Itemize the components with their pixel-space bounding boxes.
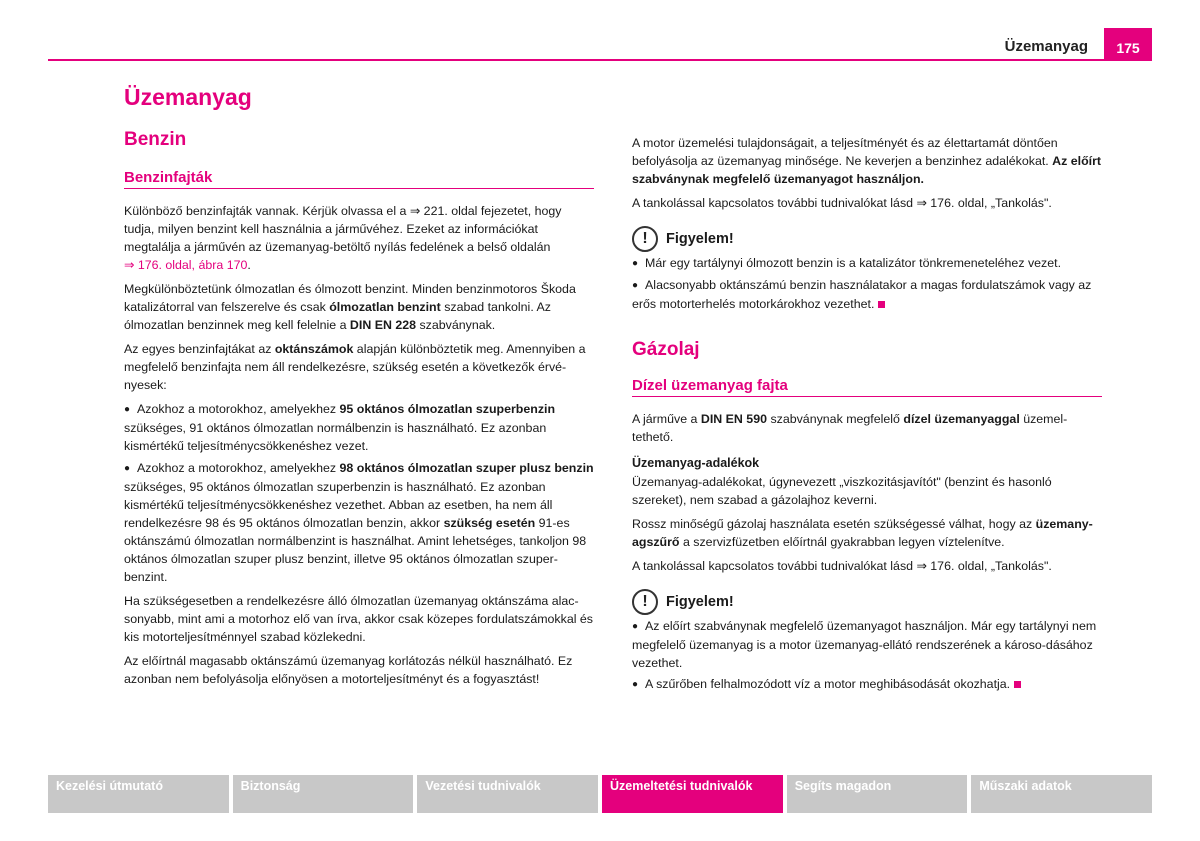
- paragraph: Rossz minőségű gázolaj használata esetén szükségessé válhat, hogy az üzemany-agszűrő a szervizfüzetben előírtnál gyakrabban legyen víztelenítve.: [632, 517, 1093, 549]
- paragraph: A járműve a DIN EN 590 szabványnak megfelelő dízel üzemanyaggal üzemel-tethető.: [632, 412, 1068, 444]
- warning-header: [632, 226, 1102, 252]
- warning-title: Figyelem!: [666, 594, 734, 610]
- page-reference-link[interactable]: ⇒ 176. oldal, ábra 170: [124, 258, 248, 272]
- page-number: 175: [1104, 28, 1152, 60]
- header-rule: [48, 59, 1152, 61]
- paragraph: Különböző benzinfajták vannak. Kérjük olvassa el a ⇒ 221. oldal fejezetet, hogy tudja, milyen benzint kell használnia a járművéhez. Ezeket az információkat megtalálja a járművén az üzemanyag-betöltő nyílás fedelének a belső oldalán ⇒ 176. oldal, ábra 170.: [124, 204, 562, 272]
- footer-tab-vezetesi[interactable]: Vezetési tudnivalók: [417, 775, 598, 813]
- paragraph: Üzemanyag-adalékokat, úgynevezett „viszkozitásjavítót" (benzint és hasonló szereket), nem szabad a gázolajhoz keverni.: [632, 475, 1052, 507]
- paragraph: Ha szükségesetben a rendelkezésre álló ólmozatlan üzemanyag oktánszáma alac-sonyabb, mint ami a motorhoz elő van írva, akkor csak közepes fordulatszámokkal és kis motorteljesítménnyel szabad közlekedni.: [124, 594, 593, 644]
- footer-tab-uzemeltetesi[interactable]: Üzemeltetési tudnivalók: [602, 775, 783, 813]
- left-column: [124, 84, 594, 688]
- subheading-adalekok: Üzemanyag-adalékok: [632, 456, 760, 470]
- footer-nav: [48, 775, 1152, 813]
- warning-icon: !: [632, 589, 658, 615]
- paragraph: Megkülönböztetünk ólmozatlan és ólmozott benzint. Minden benzinmotoros Škoda katalizátorral van felszerelve és csak ólmozatlan benzint szabad tankolni. Az ólmozatlan benzinnek meg kell felelnie a DIN EN 228 szabványnak.: [124, 282, 576, 332]
- subsection-title-dizel: Dízel üzemanyag fajta: [632, 377, 1102, 397]
- warning-title: Figyelem!: [666, 231, 734, 247]
- warning-bullet: ● Már egy tartálynyi ólmozott benzin is a katalizátor tönkremeneteléhez vezet.: [632, 254, 1102, 273]
- warning-bullet: ● Az előírt szabványnak megfelelő üzemanyagot használjon. Már egy tartálynyi nem megfelelő üzemanyag is a motor üzemanyag-ellátó rendszerének a károso-dásához vezethet.: [632, 617, 1102, 672]
- bullet-item: ● Azokhoz a motorokhoz, amelyekhez 98 oktános ólmozatlan szuper plusz benzin szükséges, 95 oktános ólmozatlan szuperbenzin is használható. Ez azonban kismértékű teljesítménycsökkenéshez vezethet. Abban az esetben, ha nem áll rendelkezésre 98 és 95 oktános ólmozatlan benzin, akkor szükség esetén 91-es oktánszámú ólmozatlan normálbenzint is használhat. Amint lehetséges, tankoljon 98 oktános ólmozatlan szuper plusz benzint, illetve 95 oktános ólmozatlan szuper-benzint.: [124, 459, 594, 586]
- chapter-title: Üzemanyag: [124, 84, 252, 110]
- subsection-title-benzinfajtak: Benzinfajták: [124, 169, 594, 189]
- paragraph: A tankolással kapcsolatos további tudnivalókat lásd ⇒ 176. oldal, „Tankolás".: [632, 196, 1052, 210]
- end-marker-icon: [1014, 681, 1021, 688]
- paragraph: A tankolással kapcsolatos további tudnivalókat lásd ⇒ 176. oldal, „Tankolás".: [632, 559, 1052, 573]
- paragraph: A motor üzemelési tulajdonságait, a teljesítményét és az élettartamát döntően befolyásolja az üzemanyag minősége. Ne keverjen a benzinhez adalékokat. Az előírt szabványnak megfelelő üzemanyagot használjon.: [632, 136, 1102, 186]
- running-header-title: Üzemanyag: [1004, 38, 1088, 55]
- warning-bullet: ● Alacsonyabb oktánszámú benzin használatakor a magas fordulatszámok vagy az erős motorterhelés motorkárokhoz vezethet.: [632, 276, 1102, 313]
- paragraph: Az egyes benzinfajtákat az oktánszámok alapján különböztetik meg. Amennyiben a megfelelő benzinfajta nem áll rendelkezésre, szükség esetén a következők érvé-nyesek:: [124, 342, 586, 392]
- paragraph: Az előírtnál magasabb oktánszámú üzemanyag korlátozás nélkül használható. Ez azonban nem befolyásolja előnyösen a motorteljesítményt és a fogyasztást!: [124, 654, 573, 686]
- footer-tab-kezelesi[interactable]: Kezelési útmutató: [48, 775, 229, 813]
- section-title-gazolaj: Gázolaj: [632, 339, 700, 360]
- warning-icon: !: [632, 226, 658, 252]
- end-marker-icon: [878, 301, 885, 308]
- warning-header: [632, 589, 1102, 615]
- footer-tab-biztonsag[interactable]: Biztonság: [233, 775, 414, 813]
- section-title-benzin: Benzin: [124, 129, 187, 150]
- footer-tab-segits[interactable]: Segíts magadon: [787, 775, 968, 813]
- warning-bullet: ● A szűrőben felhalmozódott víz a motor meghibásodását okozhatja.: [632, 675, 1102, 694]
- bullet-item: ● Azokhoz a motorokhoz, amelyekhez 95 oktános ólmozatlan szuperbenzin szükséges, 91 oktános ólmozatlan normálbenzin is használható. Ez azonban kismértékű teljesítménycsökkenéshez vezet.: [124, 400, 594, 455]
- right-column: [632, 134, 1102, 694]
- footer-tab-muszaki[interactable]: Műszaki adatok: [971, 775, 1152, 813]
